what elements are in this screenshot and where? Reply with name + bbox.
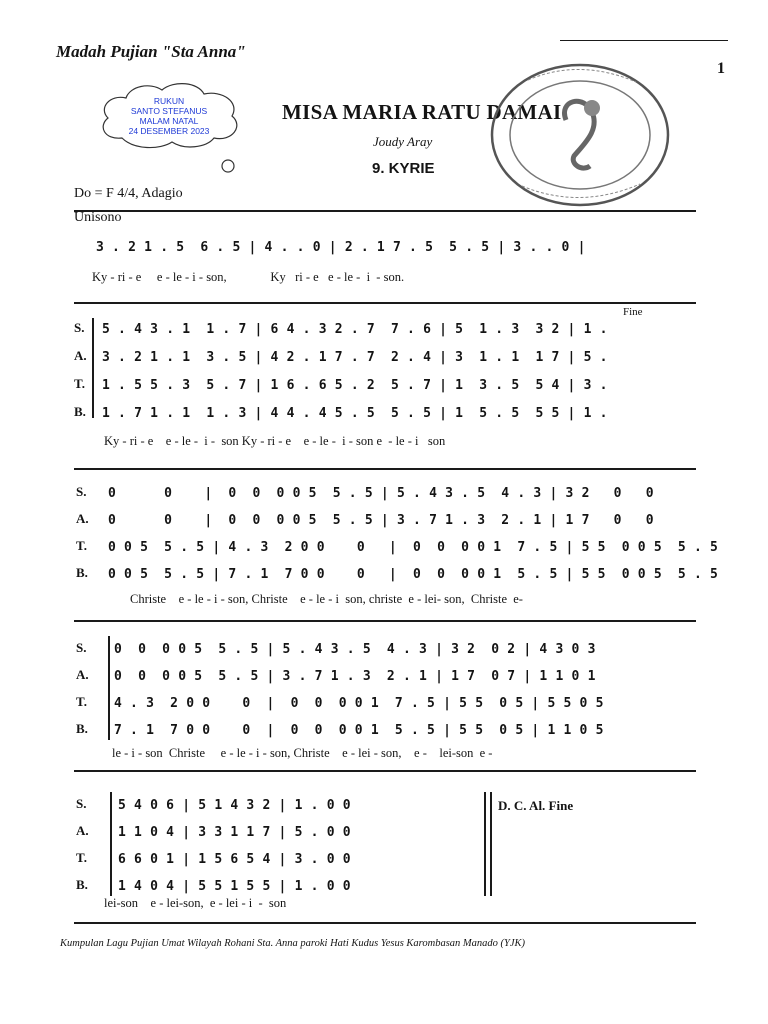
rule bbox=[74, 302, 696, 304]
system-bracket bbox=[92, 318, 94, 418]
bass-notes: 0 0 5 5 . 5 | 7 . 1 7 0 0 0 | 0 0 0 0 1 5 . 5 | 5 5 0 0 5 5 . 5 bbox=[108, 567, 719, 582]
voice-label: S. bbox=[76, 640, 87, 655]
rule bbox=[74, 210, 696, 212]
top-rule bbox=[560, 40, 728, 41]
badge-text bbox=[96, 96, 242, 136]
voice-label: S. bbox=[76, 796, 87, 811]
lyrics-line: Ky - ri - e e - le - i - son, Ky ri - e e - le - i - son. bbox=[92, 270, 405, 284]
key-tempo: Do = F 4/4, Adagio bbox=[74, 186, 183, 201]
alto-notes: 3 . 2 1 . 1 3 . 5 | 4 2 . 1 7 . 7 2 . 4 | 3 1 . 1 1 7 | 5 . bbox=[102, 350, 608, 365]
alto-notes: 0 0 | 0 0 0 0 5 5 . 5 | 3 . 7 1 . 3 2 . 1 | 1 7 0 0 bbox=[108, 513, 654, 528]
tenor-notes: 0 0 5 5 . 5 | 4 . 3 2 0 0 0 | 0 0 0 0 1 7 . 5 | 5 5 0 0 5 5 . 5 bbox=[108, 540, 719, 555]
rule bbox=[74, 770, 696, 772]
footer-note: Kumpulan Lagu Pujian Umat Wilayah Rohani Sta. Anna paroki Hati Kudus Yesus Karombasan Manado (YJK) bbox=[60, 938, 526, 949]
song-title: MISA MARIA RATU DAMAI bbox=[282, 100, 562, 124]
tenor-notes: 4 . 3 2 0 0 0 | 0 0 0 0 1 7 . 5 | 5 5 0 5 | 5 5 0 5 bbox=[114, 696, 604, 711]
soprano-notes: 0 0 | 0 0 0 0 5 5 . 5 | 5 . 4 3 . 5 4 . 3 | 3 2 0 0 bbox=[108, 486, 654, 501]
final-barline bbox=[490, 792, 492, 896]
alto-notes: 0 0 0 0 5 5 . 5 | 3 . 7 1 . 3 2 . 1 | 1 7 0 7 | 1 1 0 1 bbox=[114, 669, 596, 684]
voice-label: B. bbox=[74, 404, 86, 419]
voice-label: S. bbox=[76, 484, 87, 499]
voice-label: A. bbox=[76, 823, 89, 838]
bass-notes: 1 4 0 4 | 5 5 1 5 5 | 1 . 0 0 bbox=[118, 879, 351, 894]
voice-label: B. bbox=[76, 721, 88, 736]
rule bbox=[74, 620, 696, 622]
alto-notes: 1 1 0 4 | 3 3 1 1 7 | 5 . 0 0 bbox=[118, 825, 351, 840]
lyrics-line: lei-son e - lei-son, e - lei - i - son bbox=[104, 896, 287, 910]
rule bbox=[74, 922, 696, 924]
system-bracket bbox=[108, 636, 110, 740]
final-barline bbox=[484, 792, 486, 896]
voice-label: T. bbox=[74, 376, 85, 391]
cloud-tail-bubble bbox=[218, 156, 238, 176]
soprano-notes: 5 . 4 3 . 1 1 . 7 | 6 4 . 3 2 . 7 7 . 6 | 5 1 . 3 3 2 | 1 . bbox=[102, 322, 608, 337]
voice-label: B. bbox=[76, 565, 88, 580]
bass-notes: 7 . 1 7 0 0 0 | 0 0 0 0 1 5 . 5 | 5 5 0 5 | 1 1 0 5 bbox=[114, 723, 604, 738]
section-label: Unisono bbox=[74, 210, 122, 225]
page-number: 1 bbox=[717, 60, 725, 77]
dc-al-fine: D. C. Al. Fine bbox=[498, 798, 574, 813]
tenor-notes: 6 6 0 1 | 1 5 6 5 4 | 3 . 0 0 bbox=[118, 852, 351, 867]
lyrics-line: Ky - ri - e e - le - i - son Ky - ri - e e - le - i - son e - le - i son bbox=[104, 434, 446, 448]
system-bracket bbox=[110, 792, 112, 896]
badge-line: MALAM NATAL bbox=[139, 116, 199, 126]
voice-label: T. bbox=[76, 538, 87, 553]
lyrics-line: le - i - son Christe e - le - i - son, Christe e - lei - son, e - lei-son e - bbox=[112, 746, 493, 760]
soprano-notes: 0 0 0 0 5 5 . 5 | 5 . 4 3 . 5 4 . 3 | 3 2 0 2 | 4 3 0 3 bbox=[114, 642, 596, 657]
voice-label: A. bbox=[76, 667, 89, 682]
piece-title: 9. KYRIE bbox=[372, 160, 435, 177]
voice-label: T. bbox=[76, 850, 87, 865]
voice-label: B. bbox=[76, 877, 88, 892]
badge-line: 24 DESEMBER 2023 bbox=[128, 126, 210, 136]
tenor-notes: 1 . 5 5 . 3 5 . 7 | 1 6 . 6 5 . 2 5 . 7 | 1 3 . 5 5 4 | 3 . bbox=[102, 378, 608, 393]
badge-line: SANTO STEFANUS bbox=[130, 106, 208, 116]
voice-label: A. bbox=[74, 348, 87, 363]
bass-notes: 1 . 7 1 . 1 1 . 3 | 4 4 . 4 5 . 5 5 . 5 | 1 5 . 5 5 5 | 1 . bbox=[102, 406, 608, 421]
composer: Joudy Aray bbox=[373, 134, 433, 149]
book-title: Madah Pujian "Sta Anna" bbox=[56, 42, 246, 61]
voice-label: T. bbox=[76, 694, 87, 709]
badge-line: RUKUN bbox=[153, 96, 185, 106]
unison-notes: 3 . 2 1 . 5 6 . 5 | 4 . . 0 | 2 . 1 7 . 5 5 . 5 | 3 . . 0 | bbox=[96, 240, 586, 255]
rule bbox=[74, 468, 696, 470]
lyrics-line: Christe e - le - i - son, Christe e - le - i son, christe e - lei- son, Christe e- bbox=[130, 592, 523, 606]
voice-label: A. bbox=[76, 511, 89, 526]
voice-label: S. bbox=[74, 320, 85, 335]
fine-mark: Fine bbox=[623, 306, 643, 318]
choir-stamp bbox=[488, 60, 672, 210]
soprano-notes: 5 4 0 6 | 5 1 4 3 2 | 1 . 0 0 bbox=[118, 798, 351, 813]
